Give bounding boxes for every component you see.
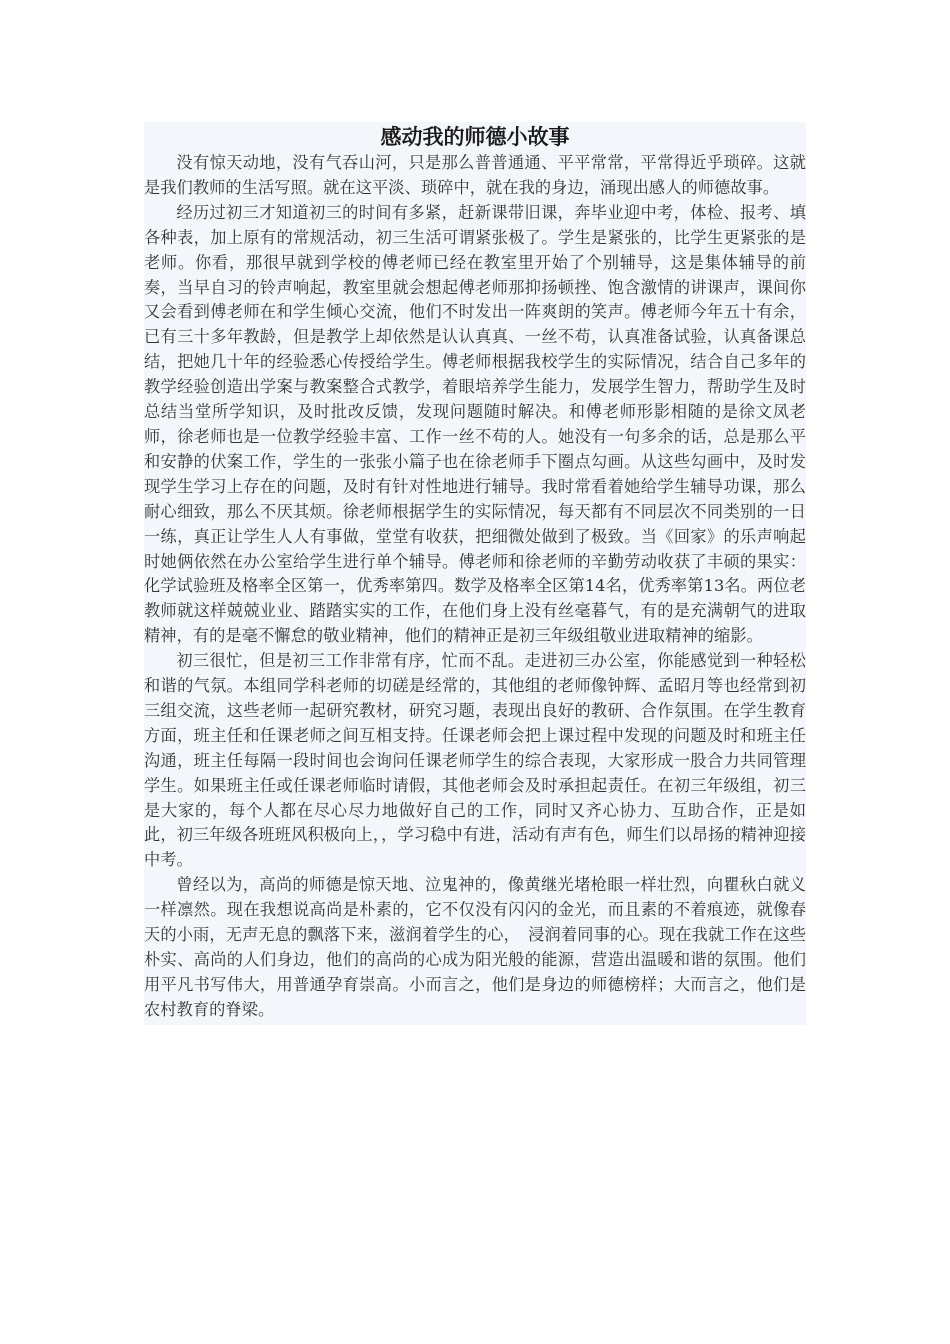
paragraph-teachers: 经历过初三才知道初三的时间有多紧，赶新课带旧课，奔毕业迎中考，体检、报考、填各种表，加上原有的常规活动，初三生活可谓紧张极了。学生是紧张的，比学生更紧张的是老师。你看，那很早就到学校的傅老师已经在教室里开始了个别辅导，这是集体辅导的前奏，当早自习的铃声响起，教室里就会想起傅老师那抑扬顿挫、饱含激情的讲课声，课间你又会看到傅老师在和学生倾心交流，他们不时发出一阵爽朗的笑声。傅老师今年五十有余，已有三十多年教龄，但是教学上却依然是认认真真、一丝不苟，认真准备试验，认真备课总结，把她几十年的经验悉心传授给学生。傅老师根据我校学生的实际情况，结合自己多年的教学经验创造出学案与教案整合式教学，着眼培养学生能力，发展学生智力，帮助学生及时总结当堂所学知识，及时批改反馈，发现问题随时解决。和傅老师形影相随的是徐文凤老师，徐老师也是一位教学经验丰富、工作一丝不苟的人。她没有一句多余的话，总是那么平和安静的伏案工作，学生的一张张小篇子也在徐老师手下圈点勾画。从这些勾画中，及时发现学生学习上存在的问题，及时有针对性地进行辅导。我时常看着她给学生辅导功课，那么耐心细致，那么不厌其烦。徐老师根据学生的实际情况，每天都有不同层次不同类别的一日一练，真正让学生人人有事做，堂堂有收获，把细微处做到了极致。当《回家》的乐声响起时她俩依然在办公室给学生进行单个辅导。傅老师和徐老师的辛勤劳动收获了丰硕的果实：化学试验班及格率全区第一，优秀率第四。数学及格率全区第14名，优秀率第13名。两位老教师就这样兢兢业业、踏踏实实的工作，在他们身上没有丝毫暮气，有的是充满朝气的进取精神，有的是毫不懈怠的敬业精神，他们的精神正是初三年级组敬业进取精神的缩影。 <box>144 202 806 646</box>
article-title: 感动我的师德小故事 <box>380 124 570 149</box>
paragraph-teamwork: 初三很忙，但是初三工作非常有序，忙而不乱。走进初三办公室，你能感觉到一种轻松和谐的气氛。本组同学科老师的切磋是经常的，其他组的老师像钟辉、孟昭月等也经常到初三组交流，这些老师一起研究教材，研究习题，表现出良好的教研、合作氛围。在学生教育方面，班主任和任课老师之间互相支持。任课老师会把上课过程中发现的问题及时和班主任沟通，班主任每隔一段时间也会询问任课老师学生的综合表现，大家形成一股合力共同管理学生。如果班主任或任课老师临时请假，其他老师会及时承担起责任。在初三年级组，初三是大家的，每个人都在尽心尽力地做好自己的工作，同时又齐心协力、互助合作，正是如此，初三年级各班班风积极向上，，学习稳中有进，活动有声有色，师生们以昂扬的精神迎接中考。 <box>144 651 806 870</box>
paragraph-intro: 没有惊天动地，没有气吞山河，只是那么普普通通、平平常常，平常得近乎琐碎。这就是我们教师的生活写照。就在这平淡、琐碎中，就在我的身边，涌现出感人的师德故事。 <box>144 153 806 197</box>
paragraph-conclusion: 曾经以为，高尚的师德是惊天地、泣鬼神的，像黄继光堵枪眼一样壮烈，向瞿秋白就义一样凛然。现在我想说高尚是朴素的，它不仅没有闪闪的金光，而且素的不着痕迹，就像春天的小雨，无声无息的飘落下来，滋润着学生的心， 浸润着同事的心。现在我就工作在这些朴实、高尚的人们身边，他们的高尚的心成为阳光般的能源，营造出温暖和谐的氛围。他们用平凡书写伟大，用普通孕育崇高。小而言之，他们是身边的师德榜样；大而言之，他们是农村教育的脊梁。 <box>144 875 806 1019</box>
article <box>144 122 806 1025</box>
